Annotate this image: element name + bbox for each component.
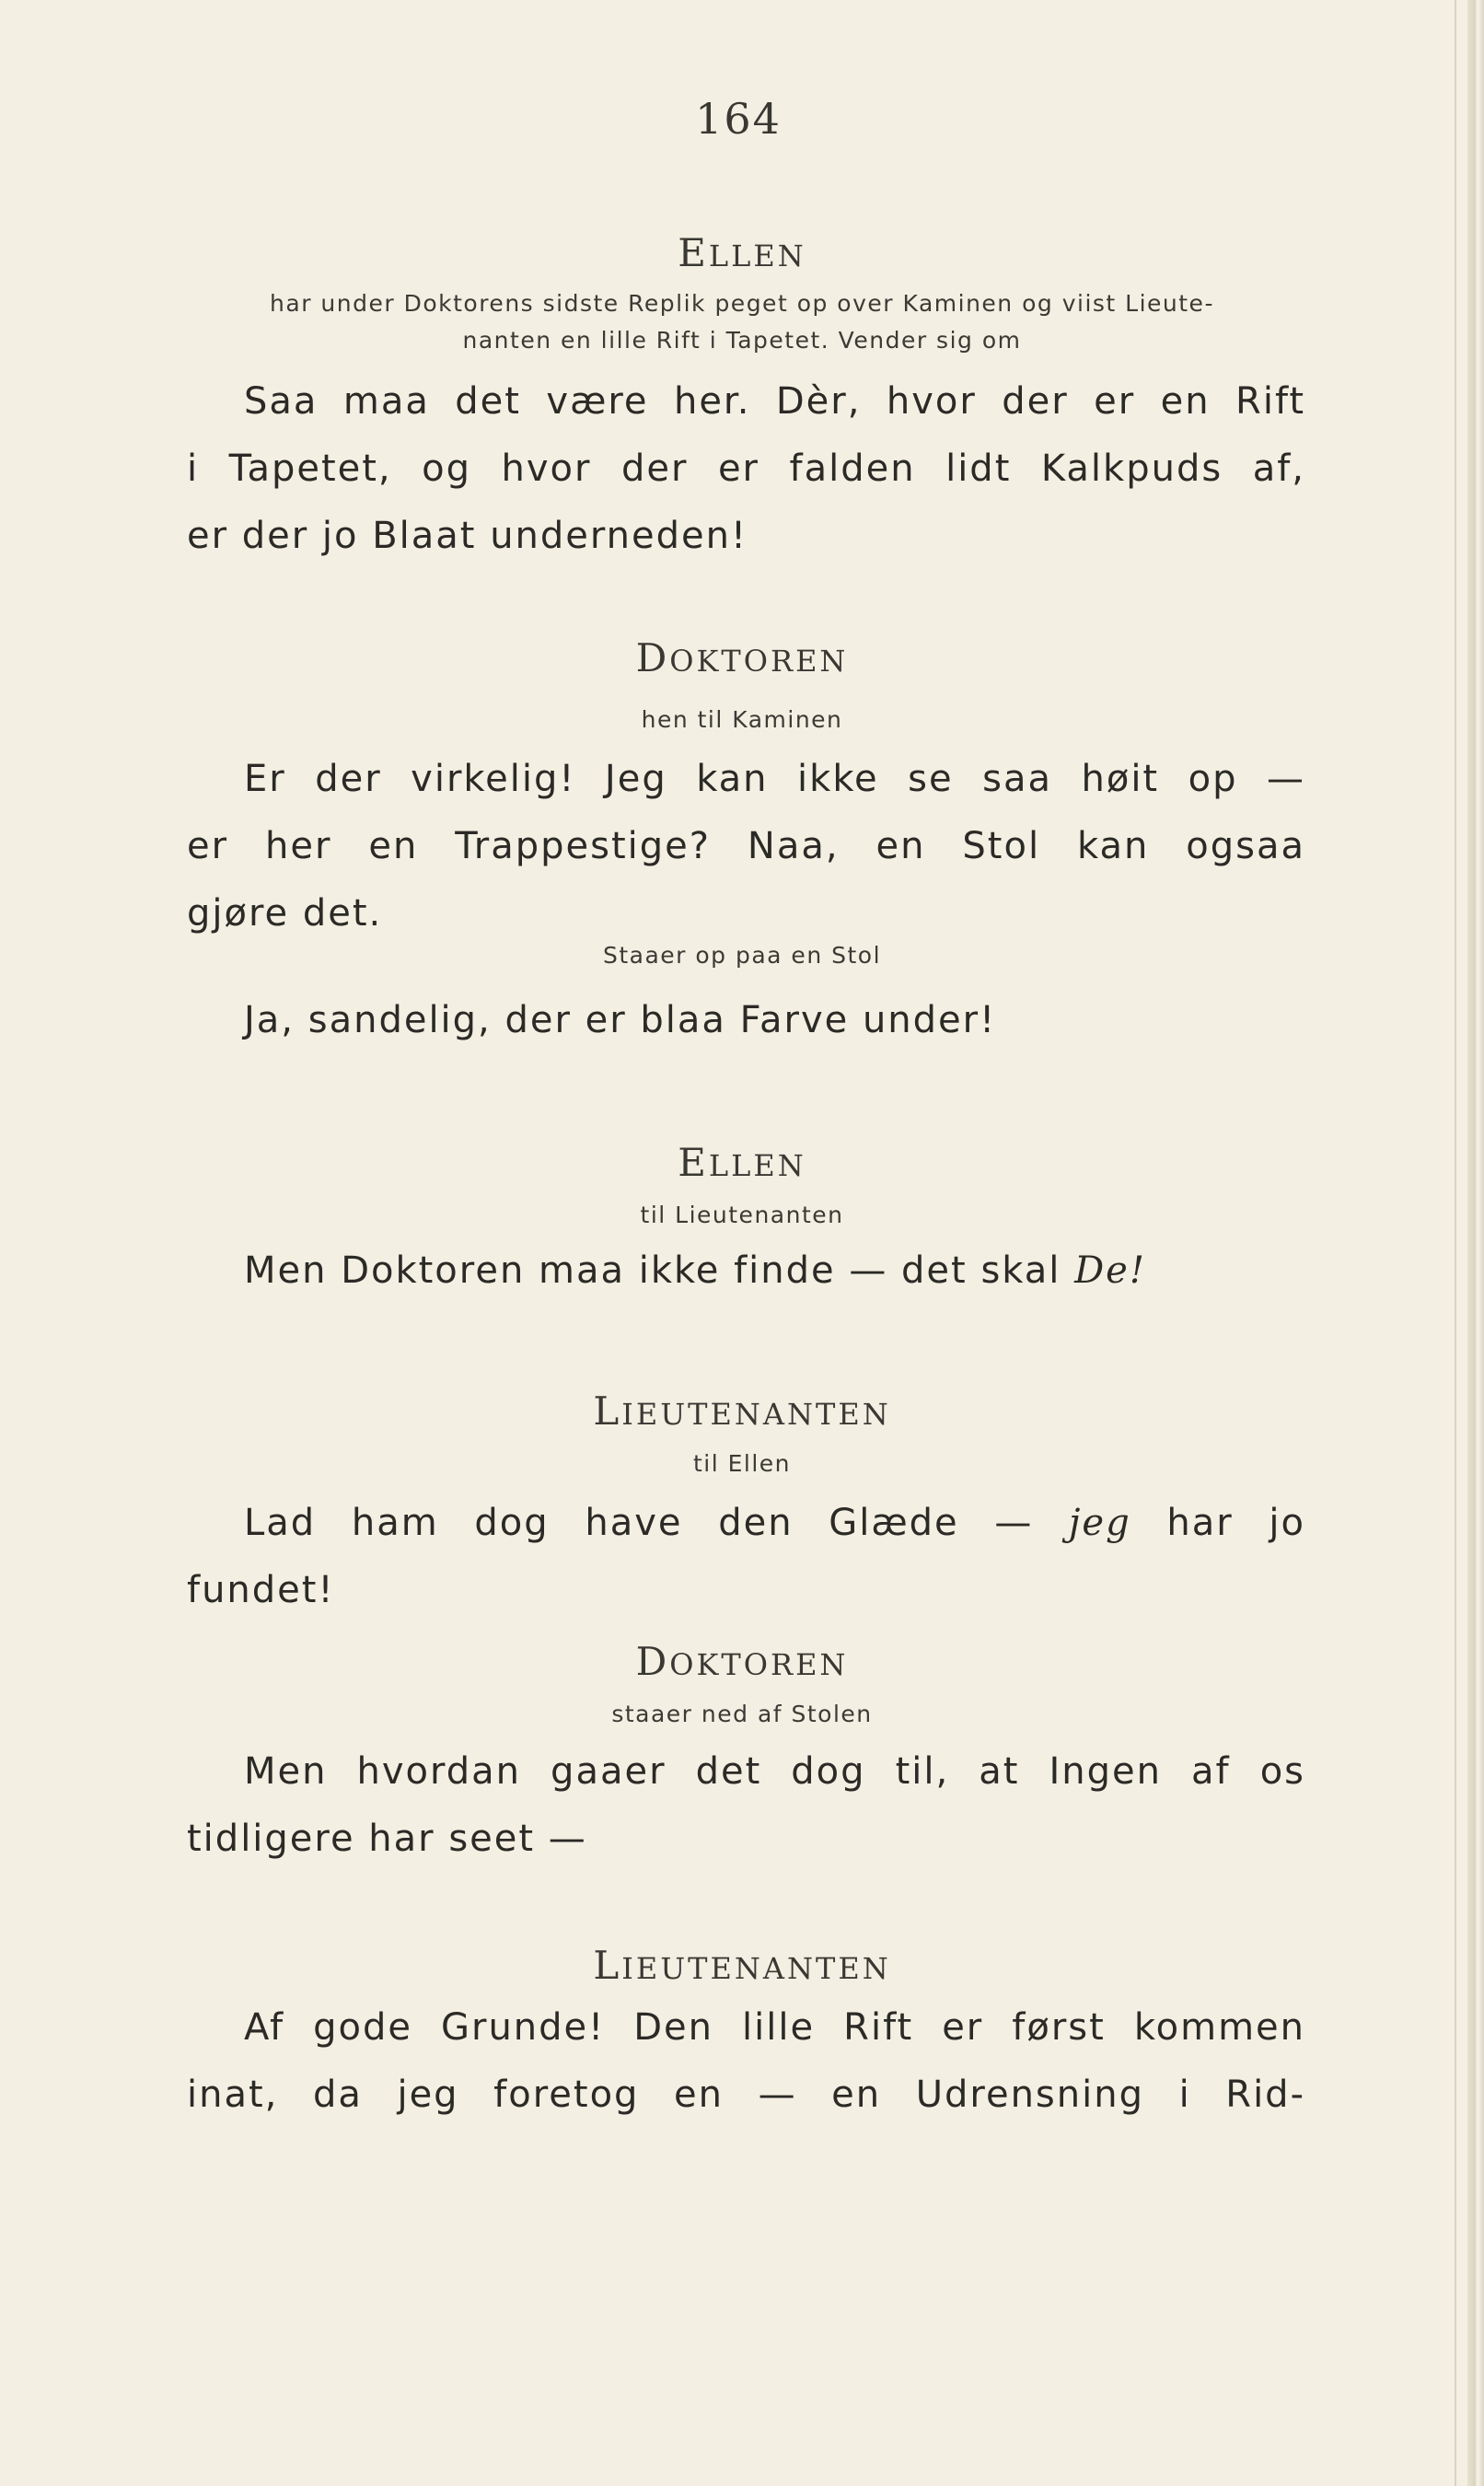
speech-line: i Tapetet, og hvor der er falden lidt Kalkpuds af,	[187, 447, 1305, 490]
speech-line: Men hvordan gaaer det dog til, at Ingen af os	[244, 1750, 1305, 1793]
speech-text: Lad ham dog have den Glæde —	[244, 1502, 1070, 1544]
speaker-doktoren: DOKTOREN	[635, 635, 849, 680]
speech-line: gjøre det.	[187, 892, 383, 935]
speech-line: Er der virkelig! Jeg kan ikke se saa høit op —	[244, 758, 1305, 800]
speech-ellen	[187, 368, 1305, 570]
speech-line: er der jo Blaat underneden!	[187, 515, 748, 557]
speech-line	[187, 1237, 1305, 1305]
page-number: 164	[695, 94, 782, 144]
speaker-lieutenanten: LIEUTENANTEN	[593, 1388, 891, 1434]
speech-doktoren-cont	[187, 987, 1305, 1054]
speech-line: er her en Trappestige? Naa, en Stol kan ogsaa	[187, 825, 1305, 867]
speech-lieutenanten	[187, 1490, 1305, 1624]
stage-direction: til Ellen	[692, 1450, 792, 1477]
speech-line: Af gode Grunde! Den lille Rift er først kommen	[244, 2006, 1305, 2049]
stage-direction: nanten en lille Rift i Tapetet. Vender sig om	[462, 327, 1022, 354]
speech-text: Men Doktoren maa ikke finde — det skal	[244, 1249, 1075, 1292]
stage-direction: til Lieutenanten	[640, 1202, 844, 1228]
stage-direction: hen til Kaminen	[641, 706, 843, 733]
speech-italic: De!	[1074, 1249, 1146, 1292]
binding-shadow	[1455, 0, 1456, 2486]
stage-direction: staaer ned af Stolen	[611, 1701, 873, 1727]
speech-ellen	[187, 1237, 1305, 1305]
speech-line: inat, da jeg foretog en — en Udrensning i Rid-	[187, 2074, 1305, 2116]
stage-direction: Staaer op paa en Stol	[602, 942, 882, 969]
speech-doktoren	[187, 1738, 1305, 1873]
speaker-lieutenanten: LIEUTENANTEN	[593, 1943, 891, 1988]
speech-line: Saa maa det være her. Dèr, hvor der er en Rift	[244, 380, 1305, 423]
speech-line: fundet!	[187, 1569, 335, 1611]
speech-line	[187, 1490, 1305, 1557]
speech-lieutenanten	[187, 1994, 1305, 2129]
page-edge	[1467, 0, 1484, 2486]
speech-text: har jo	[1130, 1502, 1306, 1544]
speech-line: tidligere har seet —	[187, 1818, 587, 1860]
speaker-doktoren: DOKTOREN	[635, 1639, 849, 1684]
speech-italic: jeg	[1069, 1502, 1131, 1544]
speaker-ellen: ELLEN	[678, 1140, 806, 1185]
stage-direction: har under Doktorens sidste Replik peget op over Kaminen og viist Lieute-	[270, 290, 1214, 317]
speech-doktoren	[187, 746, 1305, 947]
speaker-ellen: ELLEN	[678, 230, 806, 275]
speech-line: Ja, sandelig, der er blaa Farve under!	[244, 999, 997, 1041]
